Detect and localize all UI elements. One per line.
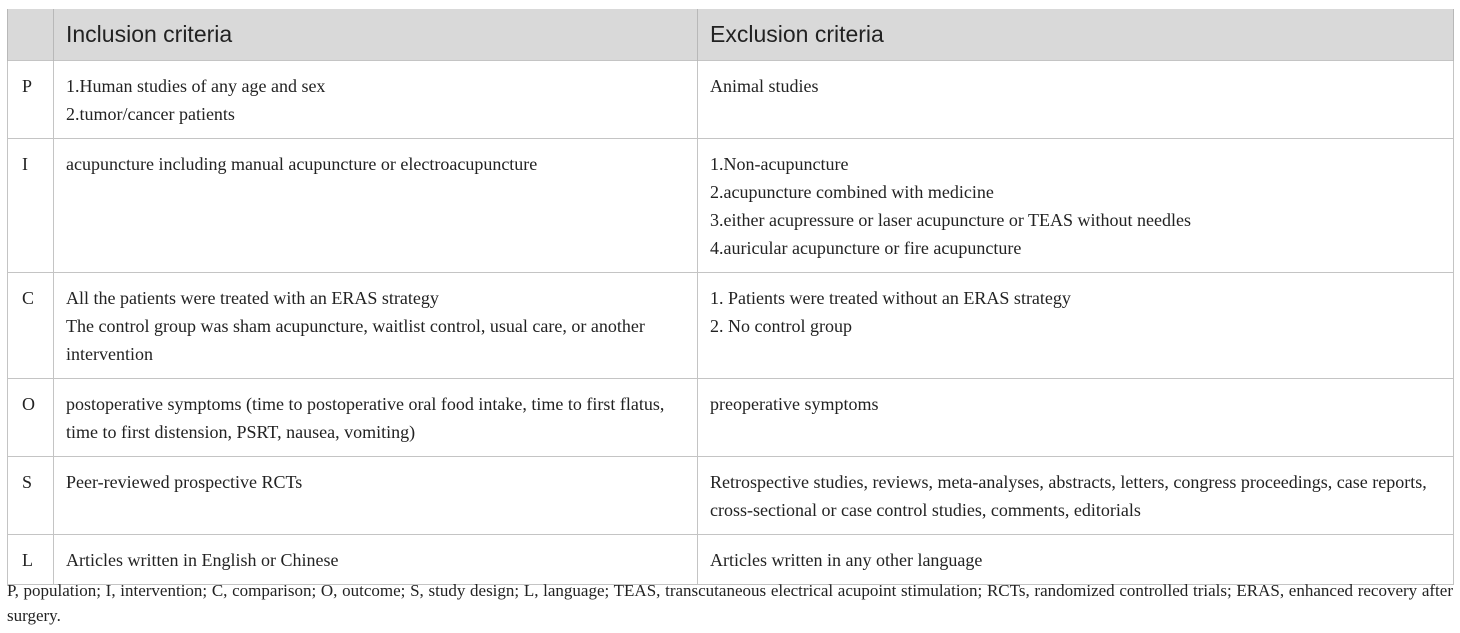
row-key: L: [8, 535, 54, 585]
exclusion-line: preoperative symptoms: [710, 394, 879, 414]
table-row: [8, 535, 1454, 585]
inclusion-line: postoperative symptoms (time to postoperative oral food intake, time to first flatus, time to first distension, PSRT, nausea, vomiting): [66, 394, 665, 442]
exclusion-line: 4.auricular acupuncture or fire acupuncture: [710, 238, 1022, 258]
exclusion-line: 1. Patients were treated without an ERAS strategy: [710, 288, 1071, 308]
row-key: S: [8, 457, 54, 535]
exclusion-line: Animal studies: [710, 76, 819, 96]
inclusion-line: 1.Human studies of any age and sex: [66, 76, 326, 96]
table-row: [8, 139, 1454, 273]
exclusion-line: 2. No control group: [710, 316, 852, 336]
exclusion-cell: [698, 379, 1454, 457]
exclusion-line: 3.either acupressure or laser acupuncture or TEAS without needles: [710, 210, 1191, 230]
inclusion-line: Articles written in English or Chinese: [66, 550, 339, 570]
inclusion-cell: [54, 139, 698, 273]
inclusion-cell: [54, 379, 698, 457]
inclusion-line: acupuncture including manual acupuncture or electroacupuncture: [66, 154, 538, 174]
row-key: I: [8, 139, 54, 273]
header-key: [8, 9, 54, 61]
exclusion-cell: [698, 61, 1454, 139]
table-row: [8, 457, 1454, 535]
inclusion-line: 2.tumor/cancer patients: [66, 104, 235, 124]
exclusion-line: Retrospective studies, reviews, meta-analyses, abstracts, letters, congress proceedings, case reports, cross-sectional or case control studies, comments, editorials: [710, 472, 1427, 520]
exclusion-cell: [698, 535, 1454, 585]
criteria-table-container: [7, 9, 1453, 585]
table-row: [8, 379, 1454, 457]
exclusion-cell: [698, 457, 1454, 535]
row-key: C: [8, 273, 54, 379]
inclusion-cell: [54, 61, 698, 139]
table-row: [8, 273, 1454, 379]
exclusion-line: Articles written in any other language: [710, 550, 983, 570]
header-exclusion: Exclusion criteria: [698, 9, 1454, 61]
exclusion-cell: [698, 139, 1454, 273]
exclusion-line: 1.Non-acupuncture: [710, 154, 849, 174]
inclusion-cell: [54, 535, 698, 585]
inclusion-line: All the patients were treated with an ERAS strategy: [66, 288, 439, 308]
row-key: P: [8, 61, 54, 139]
exclusion-line: 2.acupuncture combined with medicine: [710, 182, 994, 202]
inclusion-line: Peer-reviewed prospective RCTs: [66, 472, 303, 492]
inclusion-cell: [54, 273, 698, 379]
header-inclusion: Inclusion criteria: [54, 9, 698, 61]
table-row: [8, 61, 1454, 139]
inclusion-line: The control group was sham acupuncture, waitlist control, usual care, or another intervention: [66, 316, 645, 364]
exclusion-cell: [698, 273, 1454, 379]
inclusion-cell: [54, 457, 698, 535]
header-row: [8, 9, 1454, 61]
table-footnote: P, population; I, intervention; C, comparison; O, outcome; S, study design; L, language; TEAS, transcutaneous electrical acupoint stimulation; RCTs, randomized controlled trials; ERAS, enhanced recovery after surgery.: [7, 581, 1453, 625]
row-key: O: [8, 379, 54, 457]
criteria-table: [7, 9, 1454, 585]
